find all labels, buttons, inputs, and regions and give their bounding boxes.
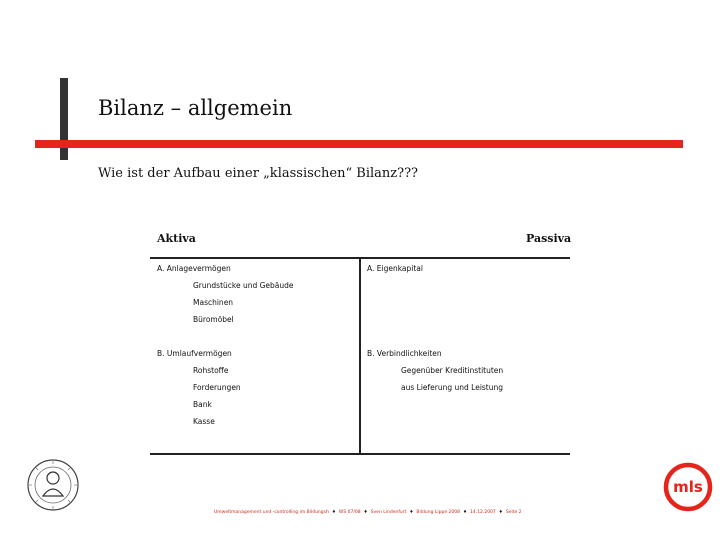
slide-title: Bilanz – allgemein <box>98 96 293 120</box>
footer-page: Seite 2 <box>505 510 522 515</box>
footer-separator-icon: ♦ <box>498 510 503 515</box>
aktiva-b-item: Forderungen <box>193 383 241 392</box>
aktiva-section-a: A. Anlagevermögen <box>157 264 231 273</box>
footer-separator-icon: ♦ <box>363 510 368 515</box>
passiva-label: Passiva <box>526 232 572 245</box>
footer-semester: WS 07/08 <box>338 510 361 515</box>
balance-bottom-line <box>150 453 570 455</box>
mls-logo-text: mls <box>673 478 703 496</box>
aktiva-section-b: B. Umlaufvermögen <box>157 349 232 358</box>
footer-author: Sven Lindenfurt <box>370 510 407 515</box>
title-accent-red-bar <box>35 140 683 148</box>
aktiva-b-item: Rohstoffe <box>193 366 229 375</box>
aktiva-b-item: Bank <box>193 400 212 409</box>
footer-course: Umweltmanagement und -controlling im Bildungsh <box>214 510 329 515</box>
balance-divider-line <box>359 258 361 454</box>
aktiva-a-item: Maschinen <box>193 298 234 307</box>
passiva-section-a: A. Eigenkapital <box>367 264 423 273</box>
passiva-b-item: aus Lieferung und Leistung <box>401 383 504 392</box>
footer-org: Bildung Lippe 2008 <box>416 510 460 515</box>
passiva-section-b: B. Verbindlichkeiten <box>367 349 442 358</box>
footer-separator-icon: ♦ <box>331 510 336 515</box>
aktiva-a-item: Büromöbel <box>193 315 234 324</box>
aktiva-a-item: Grundstücke und Gebäude <box>193 281 294 290</box>
footer <box>214 510 522 515</box>
footer-separator-icon: ♦ <box>462 510 468 515</box>
university-seal-icon <box>26 458 80 512</box>
slide-subtitle: Wie ist der Aufbau einer „klassischen“ Bilanz??? <box>98 166 419 181</box>
footer-separator-icon: ♦ <box>409 510 414 515</box>
mls-logo-icon <box>663 462 713 512</box>
aktiva-label: Aktiva <box>157 232 196 245</box>
aktiva-b-item: Kasse <box>193 417 215 426</box>
footer-date: 14.12.2007 <box>470 510 496 515</box>
passiva-b-item: Gegenüber Kreditinstituten <box>401 366 504 375</box>
